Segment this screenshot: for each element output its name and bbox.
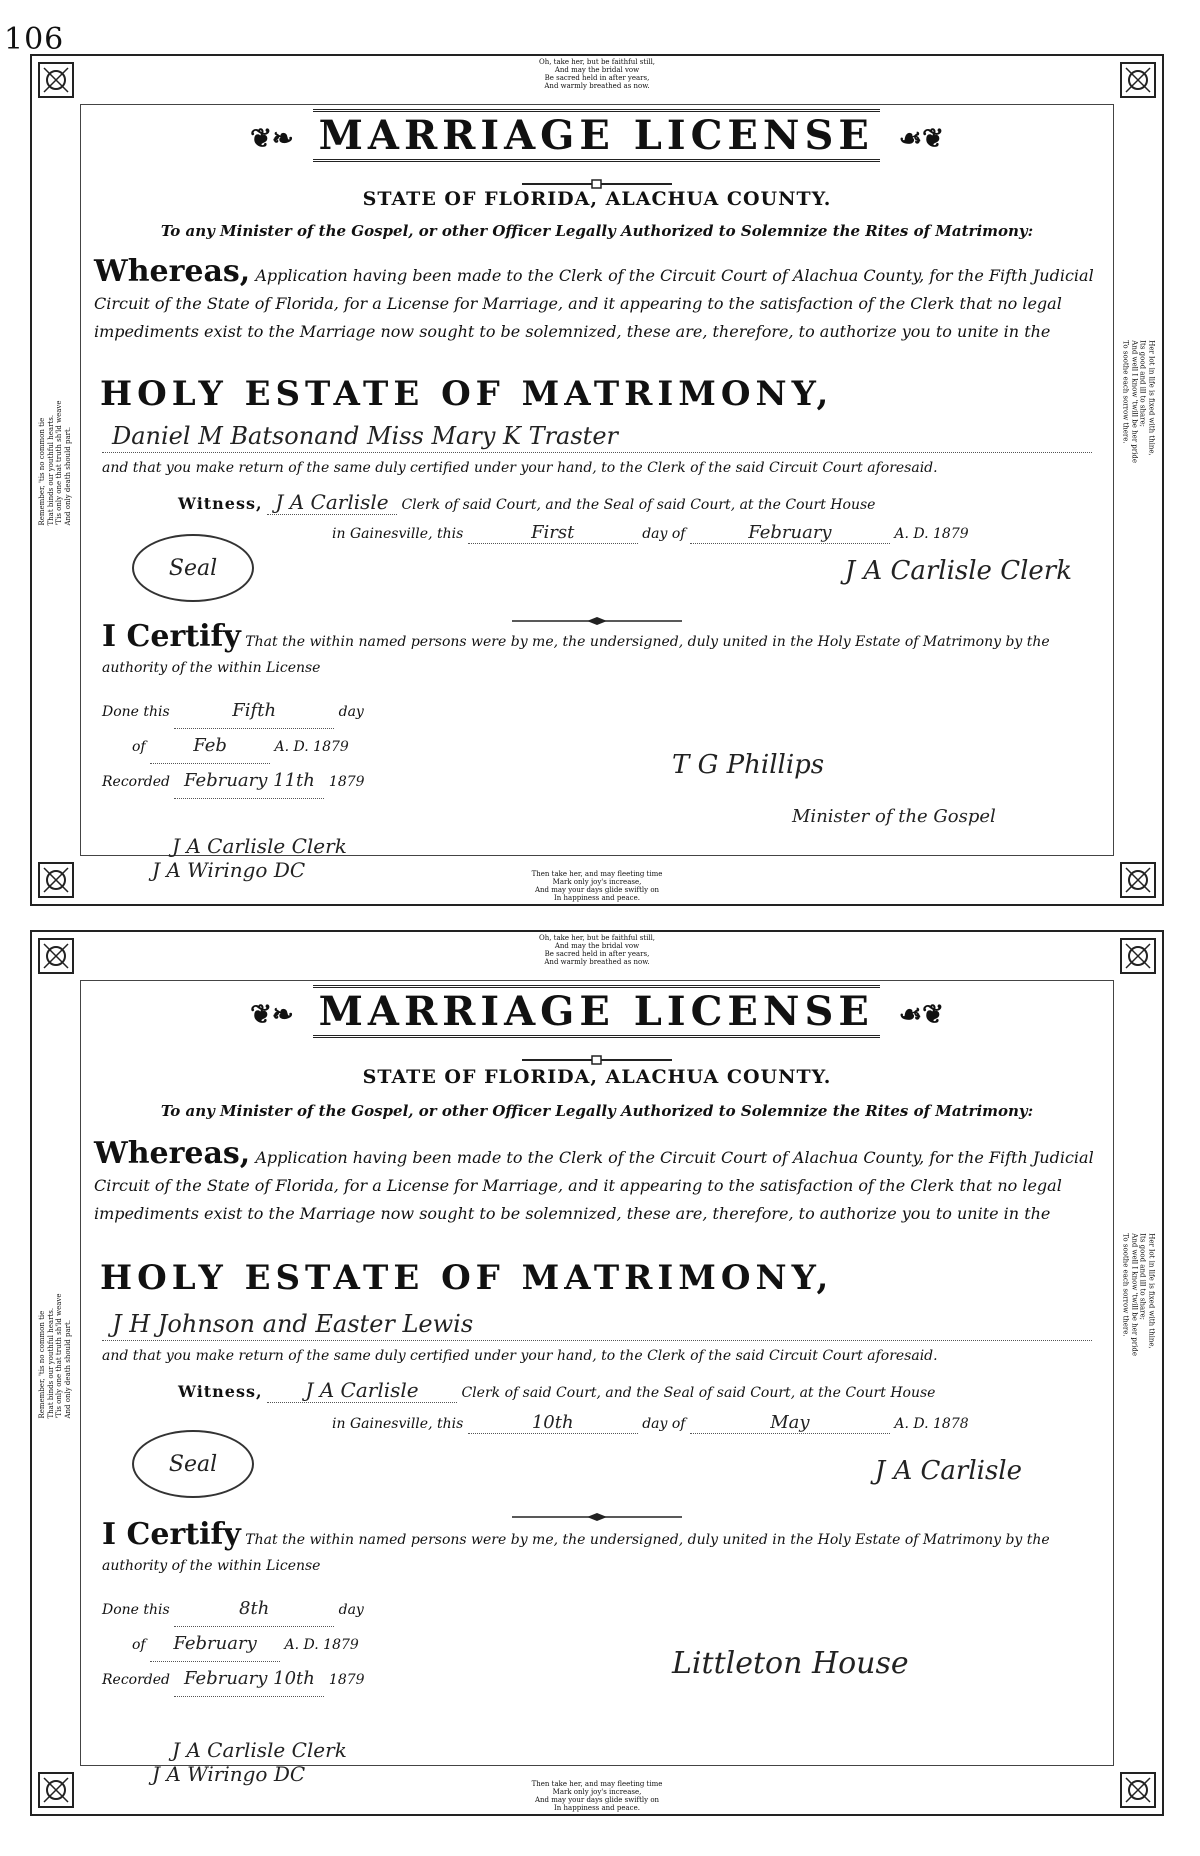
holy-estate-heading: HOLY ESTATE OF MATRIMONY,: [100, 374, 834, 414]
seal-label: Seal: [168, 555, 218, 581]
state-line: STATE OF FLORIDA, ALACHUA COUNTY.: [362, 188, 832, 210]
ad-label: A. D. 18: [894, 1416, 951, 1432]
done-block: [102, 1592, 365, 1697]
minister-title: Minister of the Gospel: [792, 806, 996, 827]
day-of-label: day of: [642, 526, 686, 542]
ornament-icon: [34, 934, 78, 978]
whereas-heading: Whereas,: [94, 254, 251, 289]
seal-mark: [132, 1430, 254, 1498]
divider-icon: [522, 174, 672, 184]
done-block: [102, 694, 365, 799]
verse-top: Oh, take her, but be faithful still, And may the bridal vow Be sacred held in after years, And warmly breathed as now.: [538, 934, 656, 966]
witness-signature: J A Carlisle: [267, 490, 397, 515]
in-gainesville-label: in Gainesville, this: [332, 1416, 464, 1432]
clerk-recorded-signature: J A Carlisle Clerk: [172, 834, 347, 858]
witness-label: Witness,: [178, 1382, 263, 1401]
date-row: [332, 522, 969, 544]
side-verse-right: Her lot in life is fixed with thine, Its good and ill to share; And well I know 'twill be her pride To soothe each sorrow there.: [1122, 340, 1156, 463]
of-label: of: [132, 1637, 146, 1653]
done-month: Feb: [150, 729, 270, 764]
witness-row: [178, 1378, 935, 1403]
date-row: [332, 1412, 969, 1434]
whereas-heading: Whereas,: [94, 1136, 251, 1171]
day-label: day: [338, 1602, 364, 1618]
state-line: STATE OF FLORIDA, ALACHUA COUNTY.: [362, 1066, 832, 1088]
side-verse-left: Remember, 'tis no common tie That binds our youthful hearts. 'Tis only one that truth sh'ld weave And only death should part.: [38, 1293, 72, 1419]
clerk-text: Clerk of said Court, and the Seal of said Court, at the Court House: [461, 1385, 936, 1401]
ornament-icon: [1116, 858, 1160, 902]
done-this-label: Done this: [102, 1602, 170, 1618]
minister-signature: T G Phillips: [672, 750, 825, 780]
ornament-icon: [34, 858, 78, 902]
recorded-date: February 10th: [174, 1662, 324, 1697]
holy-estate-heading: HOLY ESTATE OF MATRIMONY,: [100, 1258, 834, 1298]
flourish-icon: ❦❧: [250, 124, 294, 154]
verse-bottom: Then take her, and may fleeting time Mark only joy's increase, And may your days glide swiftly on In happiness and peace.: [531, 1780, 663, 1812]
side-verse-right: Her lot in life is fixed with thine, Its good and ill to share; And well I know 'twill be her pride To soothe each sorrow there.: [1122, 1233, 1156, 1356]
names-line: [102, 422, 1092, 453]
day-label: day: [338, 704, 364, 720]
ornament-icon: [34, 58, 78, 102]
in-gainesville-label: in Gainesville, this: [332, 526, 464, 542]
witness-label: Witness,: [178, 494, 263, 513]
recorded-label: Recorded: [102, 1672, 170, 1688]
done-month: February: [150, 1627, 280, 1662]
side-verse-left: Remember, 'tis no common tie That binds our youthful hearts. 'Tis only one that truth sh'ld weave And only death should part.: [38, 400, 72, 526]
license-body: [94, 254, 1100, 346]
issue-day: First: [468, 522, 638, 544]
issue-month: May: [690, 1412, 890, 1434]
ad-short-label: A. D. 18: [284, 1637, 341, 1653]
clerk-recorded-signature: J A Carlisle Clerk: [172, 1738, 347, 1762]
clerk-signature: J A Carlisle Clerk: [844, 556, 1072, 586]
seal-label: Seal: [168, 1451, 218, 1477]
done-day: Fifth: [174, 694, 334, 729]
recorded-date: February 11th: [174, 764, 324, 799]
certify-heading: I Certify: [102, 1517, 241, 1552]
flourish-icon: ☙❦: [898, 124, 944, 154]
couple-names: J H Johnson and Easter Lewis: [112, 1310, 474, 1338]
body-text: Application having been made to the Clerk of the Circuit Court of Alachua County, for the Fifth Judicial Circuit of the State of Florida, for a License for Marriage, and it appearing to the satisfaction of the Clerk that no legal impediments exist to the Marriage now sought to be solemnized, these are, therefore, to authorize you to unite in the: [94, 1148, 1094, 1223]
divider-icon: [522, 1050, 672, 1060]
witness-row: [178, 490, 875, 515]
issue-year: 79: [950, 526, 969, 542]
addressee-line: To any Minister of the Gospel, or other Officer Legally Authorized to Solemnize the Rites of Matrimony:: [160, 1102, 1034, 1120]
recorded-label: Recorded: [102, 774, 170, 790]
done-year: 79: [330, 739, 349, 755]
verse-bottom: Then take her, and may fleeting time Mark only joy's increase, And may your days glide swiftly on In happiness and peace.: [531, 870, 663, 902]
minister-signature: Littleton House: [672, 1646, 909, 1681]
flourish-icon: ❦❧: [250, 1000, 294, 1030]
marriage-license-2: [30, 930, 1164, 1816]
names-line: [102, 1310, 1092, 1341]
deputy-clerk-signature: J A Wiringo DC: [152, 858, 306, 882]
certify-text: That the within named persons were by me, the undersigned, duly united in the Holy Estate of Matrimony by the authority of the within License: [102, 634, 1050, 676]
recorded-year: 79: [346, 774, 365, 790]
license-title: ❦❧ MARRIAGE LICENSE ☙❦: [32, 112, 1162, 159]
certify-heading: I Certify: [102, 619, 241, 654]
certify-text: That the within named persons were by me, the undersigned, duly united in the Holy Estate of Matrimony by the authority of the within License: [102, 1532, 1050, 1574]
year-suffix-label: 18: [328, 774, 347, 790]
year-suffix-label: 18: [328, 1672, 347, 1688]
return-text: and that you make return of the same duly certified under your hand, to the Clerk of the said Circuit Court aforesaid.: [102, 460, 938, 476]
certify-section: [102, 619, 1102, 681]
issue-day: 10th: [468, 1412, 638, 1434]
body-text: Application having been made to the Clerk of the Circuit Court of Alachua County, for the Fifth Judicial Circuit of the State of Florida, for a License for Marriage, and it appearing to the satisfaction of the Clerk that no legal impediments exist to the Marriage now sought to be solemnized, these are, therefore, to authorize you to unite in the: [94, 266, 1094, 341]
ornament-icon: [1116, 934, 1160, 978]
done-day: 8th: [174, 1592, 334, 1627]
ad-label: A. D. 18: [894, 526, 951, 542]
marriage-license-1: [30, 54, 1164, 906]
verse-top: Oh, take her, but be faithful still, And may the bridal vow Be sacred held in after years, And warmly breathed as now.: [538, 58, 656, 90]
issue-year: 78: [950, 1416, 969, 1432]
license-title: ❦❧ MARRIAGE LICENSE ☙❦: [32, 988, 1162, 1035]
ornament-icon: [34, 1768, 78, 1812]
ornament-icon: [1116, 58, 1160, 102]
seal-mark: [132, 534, 254, 602]
of-label: of: [132, 739, 146, 755]
clerk-signature: J A Carlisle: [874, 1456, 1022, 1486]
ad-short-label: A. D. 18: [274, 739, 331, 755]
day-of-label: day of: [642, 1416, 686, 1432]
ornament-icon: [1116, 1768, 1160, 1812]
issue-month: February: [690, 522, 890, 544]
recorded-year: 79: [346, 1672, 365, 1688]
certify-section: [102, 1517, 1102, 1579]
deputy-clerk-signature: J A Wiringo DC: [152, 1762, 306, 1786]
done-year: 79: [340, 1637, 359, 1653]
page-number: 106: [4, 22, 65, 57]
witness-signature: J A Carlisle: [267, 1378, 457, 1403]
license-body: [94, 1136, 1100, 1228]
couple-names: Daniel M Batsonand Miss Mary K Traster: [112, 422, 619, 450]
clerk-text: Clerk of said Court, and the Seal of said Court, at the Court House: [401, 497, 876, 513]
addressee-line: To any Minister of the Gospel, or other Officer Legally Authorized to Solemnize the Rites of Matrimony:: [160, 222, 1034, 240]
flourish-icon: ☙❦: [898, 1000, 944, 1030]
done-this-label: Done this: [102, 704, 170, 720]
return-text: and that you make return of the same duly certified under your hand, to the Clerk of the said Circuit Court aforesaid.: [102, 1348, 938, 1364]
